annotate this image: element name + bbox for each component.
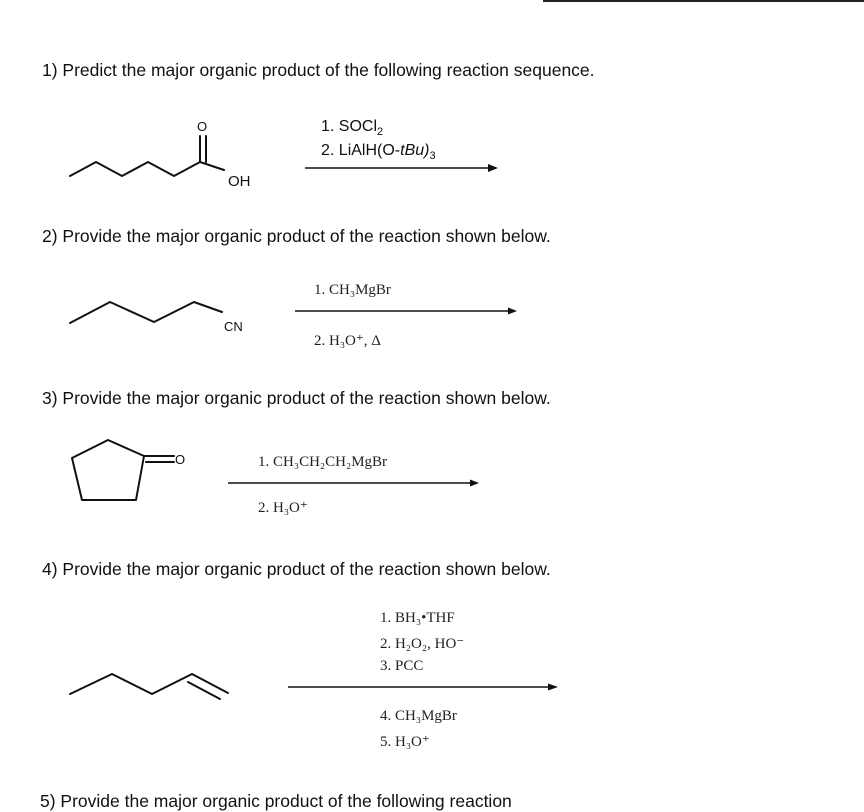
q1-condition-1: 1. SOCl$_2$ — [321, 118, 384, 139]
question-4-prompt: 4) Provide the major organic product of the reaction shown below. — [42, 559, 551, 579]
q1-molecule — [70, 136, 224, 176]
q2-condition-above: 1. CH₃MgBr — [314, 282, 391, 298]
q1-condition-2: 2. $LiAlH(O-tBu)_3$ — [321, 142, 436, 163]
q3-condition-above: 1. CH₃CH₂CH₂MgBr — [258, 454, 388, 470]
q4-reaction-arrow-head — [548, 684, 558, 691]
q2-reaction-arrow-head — [508, 308, 517, 315]
q3-reaction-arrow-head — [470, 480, 479, 487]
q3-condition-below: 2. H₃O⁺ — [258, 500, 308, 516]
q1-carbonyl-o-label: O — [196, 119, 208, 134]
question-3-prompt: 3) Provide the major organic product of the reaction shown below. — [42, 388, 551, 408]
q1-oh-label: OH — [228, 173, 251, 190]
q4-condition-5: 5. H₃O⁺ — [380, 734, 430, 750]
question-2-prompt: 2) Provide the major organic product of the reaction shown below. — [42, 226, 551, 246]
q4-molecule — [70, 674, 228, 699]
q4-condition-2: 2. H₂O₂, HO⁻ — [380, 636, 465, 652]
question-5-prompt-partial: 5) Provide the major organic product of the following reaction — [40, 791, 512, 811]
q1-reaction-arrow-head — [488, 164, 498, 172]
q4-condition-1: 1. BH₃•THF — [380, 610, 455, 626]
q3-o-label: O — [175, 452, 186, 467]
q4-condition-3: 3. PCC — [380, 658, 424, 674]
question-1-prompt: 1) Predict the major organic product of the following reaction sequence. — [42, 60, 595, 80]
q2-molecule — [70, 302, 222, 323]
q4-condition-4: 4. CH₃MgBr — [380, 708, 457, 724]
q3-molecule — [72, 440, 174, 500]
q2-condition-below: 2. H₃O⁺, Δ — [314, 333, 381, 349]
q2-cn-label: CN — [224, 319, 243, 334]
